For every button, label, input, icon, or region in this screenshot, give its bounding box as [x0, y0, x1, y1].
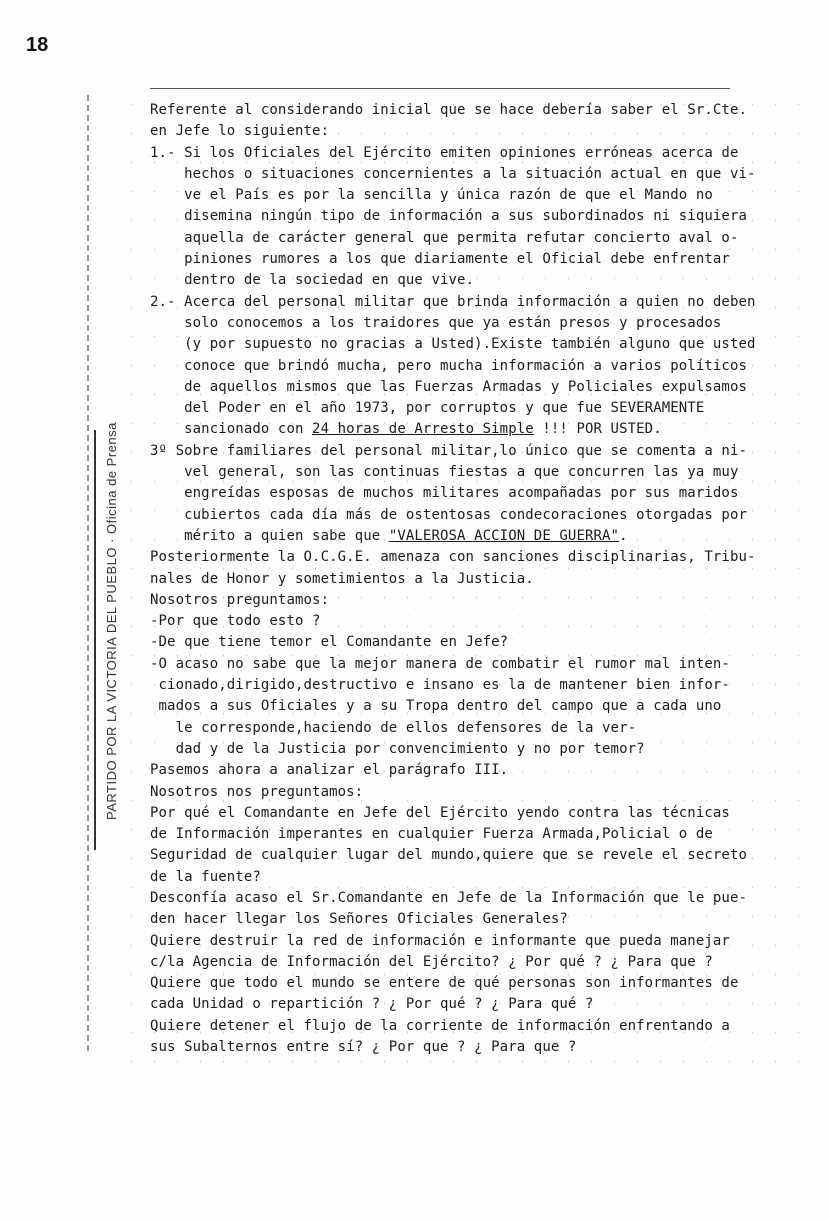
text-line: de aquellos mismos que las Fuerzas Armadas y Policiales expulsamos — [150, 378, 748, 395]
typed-body-text — [150, 100, 790, 1058]
text-line: 3º Sobre familiares del personal militar,lo único que se comenta a ni- — [150, 442, 748, 459]
text-line: Quiere que todo el mundo se entere de qué personas son informantes de — [150, 975, 739, 992]
text-line: vel general, son las continuas fiestas a que concurren las ya muy — [150, 464, 739, 481]
text-line: ve el País es por la sencilla y única razón de que el Mando no — [150, 187, 713, 204]
text-line: Nosotros preguntamos: — [150, 591, 330, 608]
text-line: nales de Honor y sometimientos a la Justicia. — [150, 570, 534, 587]
text-line: Seguridad de cualquier lugar del mundo,quiere que se revele el secreto — [150, 847, 748, 864]
text-line: Nosotros nos preguntamos: — [150, 783, 364, 800]
text-line: de Información imperantes en cualquier Fuerza Armada,Policial o de — [150, 826, 713, 843]
text-line: Quiere destruir la red de información e informante que pueda manejar — [150, 932, 730, 949]
text-line: mados a sus Oficiales y a su Tropa dentro del campo que a cada uno — [150, 698, 722, 715]
text-line: aquella de carácter general que permita refutar concierto aval o- — [150, 229, 739, 246]
text-line: piniones rumores a los que diariamente el Oficial debe enfrentar — [150, 251, 730, 268]
text-line: cubiertos cada día más de ostentosas condecoraciones otorgadas por — [150, 506, 748, 523]
text-line: en Jefe lo siguiente: — [150, 123, 330, 140]
text-line: -O acaso no sabe que la mejor manera de combatir el rumor mal inten- — [150, 655, 730, 672]
text-line: de la fuente? — [150, 868, 261, 885]
side-stamp-rule — [94, 430, 96, 850]
text-line: c/la Agencia de Información del Ejército? ¿ Por qué ? ¿ Para que ? — [150, 953, 713, 970]
text-line: del Poder en el año 1973, por corruptos y que fue SEVERAMENTE — [150, 400, 705, 417]
text-line: dad y de la Justicia por convencimiento y no por temor? — [150, 740, 645, 757]
top-rule — [150, 88, 730, 89]
text-line: Por qué el Comandante en Jefe del Ejército yendo contra las técnicas — [150, 804, 730, 821]
text-line: Referente al considerando inicial que se hace debería saber el Sr.Cte. — [150, 102, 748, 118]
text-line: hechos o situaciones concernientes a la situación actual en que vi- — [150, 165, 756, 182]
text-line: engreídas esposas de muchos militares acompañadas por sus maridos — [150, 485, 739, 502]
side-stamp: PARTIDO POR LA VICTORIA DEL PUEBLO · Oficina de Prensa — [104, 422, 119, 820]
text-line: 1.- Si los Oficiales del Ejército emiten opiniones erróneas acerca de — [150, 144, 739, 161]
text-line: cionado,dirigido,destructivo e insano es la de mantener bien infor- — [150, 677, 730, 694]
underlined-phrase: 24 horas de Arresto Simple — [312, 421, 534, 438]
text-line: -Por que todo esto ? — [150, 613, 321, 630]
text-line: Quiere detener el flujo de la corriente de información enfrentando a — [150, 1017, 730, 1034]
text-line: mérito a quien sabe que "VALEROSA ACCION DE GUERRA". — [150, 527, 628, 544]
text-line: sancionado con 24 horas de Arresto Simple !!! POR USTED. — [150, 421, 662, 438]
text-line: sus Subalternos entre sí? ¿ Por que ? ¿ Para que ? — [150, 1039, 577, 1056]
text-line: Desconfía acaso el Sr.Comandante en Jefe de la Información que le pue- — [150, 889, 748, 906]
text-line: le corresponde,haciendo de ellos defensores de la ver- — [150, 719, 637, 736]
text-line: (y por supuesto no gracias a Usted).Existe también alguno que usted — [150, 336, 756, 353]
text-line: den hacer llegar los Señores Oficiales Generales? — [150, 911, 568, 928]
text-line: solo conocemos a los traidores que ya están presos y procesados — [150, 314, 722, 331]
text-line: cada Unidad o repartición ? ¿ Por qué ? ¿ Para qué ? — [150, 996, 594, 1013]
text-line: disemina ningún tipo de información a sus subordinados ni siquiera — [150, 208, 748, 225]
text-line: conoce que brindó mucha, pero mucha información a varios políticos — [150, 357, 748, 374]
underlined-phrase: "VALEROSA ACCION DE GUERRA" — [388, 527, 620, 544]
left-margin-rule — [87, 95, 89, 1055]
text-line: -De que tiene temor el Comandante en Jefe? — [150, 634, 509, 651]
text-line: Posteriormente la O.C.G.E. amenaza con sanciones disciplinarias, Tribu- — [150, 549, 756, 566]
text-line: 2.- Acerca del personal militar que brinda información a quien no deben — [150, 293, 756, 310]
text-line: Pasemos ahora a analizar el parágrafo III. — [150, 762, 509, 779]
text-line: dentro de la sociedad en que vive. — [150, 272, 475, 289]
page-number: 18 — [26, 34, 49, 56]
